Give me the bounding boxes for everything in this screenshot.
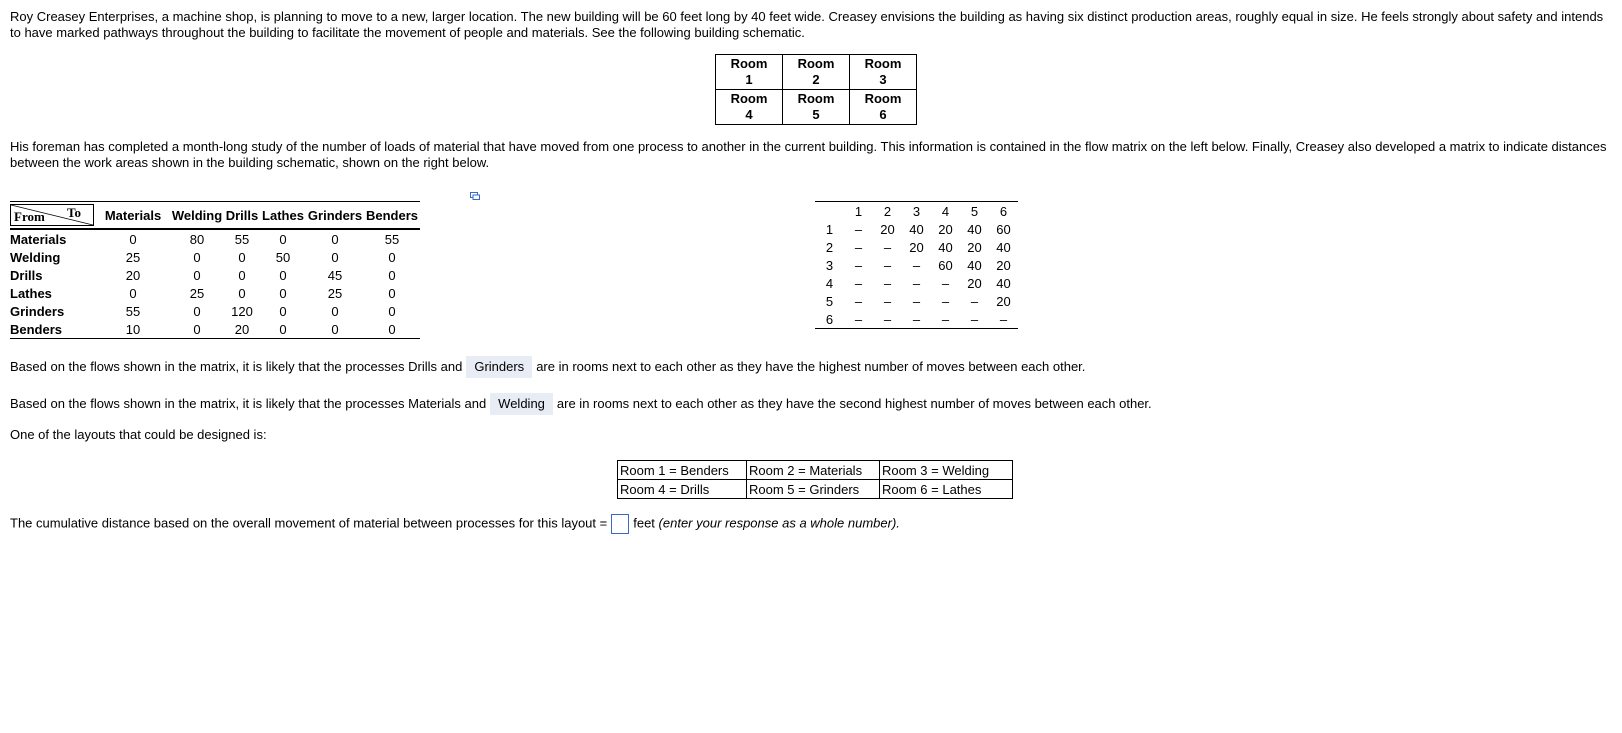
flow-cell: 0 — [331, 249, 339, 265]
dist-col-header: 2 — [883, 203, 892, 219]
room-1-cell: Room 1 — [716, 55, 783, 90]
dist-cell: – — [883, 239, 892, 255]
dist-cell: 20 — [996, 257, 1011, 273]
dist-cell: – — [912, 275, 921, 291]
dist-cell: – — [999, 311, 1008, 327]
dist-col-header: 4 — [941, 203, 950, 219]
flow-cell: 0 — [193, 267, 201, 283]
dist-row — [815, 310, 1018, 329]
flow-cell: 0 — [279, 285, 287, 301]
intro-paragraph: Roy Creasey Enterprises, a machine shop, is planning to move to a new, larger location. The new building will be 60 feet long by 40 feet wide. Creasey envisions the building as having six distinct production areas, roughly equal in size. He feels strongly about safety and intends to have marked pathways throughout the building to facilitate the movement of people and materials. See the following building schematic. — [10, 9, 1604, 40]
room-3-cell: Room 3 — [850, 55, 917, 90]
layout-row — [618, 480, 1013, 499]
q2-after: are in rooms next to each other as they have the second highest number of moves between each other. — [556, 396, 1152, 411]
dist-cell: 20 — [938, 221, 953, 237]
dist-col-header: 3 — [912, 203, 921, 219]
dist-col-header: 1 — [854, 203, 863, 219]
layout-cell: Room 1 = Benders — [618, 461, 747, 480]
room-5-cell: Room 5 — [783, 90, 850, 125]
dist-cell: – — [883, 311, 892, 327]
distance-matrix — [815, 201, 1018, 329]
layout-cell: Room 2 = Materials — [747, 461, 880, 480]
dist-cell: – — [941, 293, 950, 309]
dist-row-label: 4 — [825, 275, 834, 291]
q1-after: are in rooms next to each other as they have the highest number of moves between each other. — [536, 359, 1086, 374]
flow-matrix — [10, 201, 420, 339]
col-header: Grinders — [307, 207, 363, 223]
dist-cell: 40 — [996, 239, 1011, 255]
question-3 — [10, 514, 1610, 534]
flow-cell: 0 — [279, 267, 287, 283]
layout-table — [617, 460, 1013, 499]
dist-cell: – — [854, 239, 863, 255]
flow-row — [10, 266, 420, 284]
dist-cell: – — [854, 311, 863, 327]
flow-cell: 0 — [388, 249, 396, 265]
col-header: Lathes — [262, 207, 304, 223]
q1-before: Based on the flows shown in the matrix, it is likely that the processes Drills and — [10, 359, 463, 374]
q3-hint: (enter your response as a whole number). — [658, 515, 900, 531]
dist-row — [815, 256, 1018, 274]
dist-cell: 20 — [909, 239, 924, 255]
flow-cell: 80 — [189, 231, 205, 247]
q1-answer-dropdown[interactable]: Grinders — [466, 356, 532, 378]
dist-cell: 40 — [996, 275, 1011, 291]
building-schematic — [715, 54, 917, 125]
cumulative-distance-input[interactable] — [611, 514, 629, 534]
layout-cell: Room 6 = Lathes — [880, 480, 1013, 499]
dist-cell: 20 — [967, 275, 982, 291]
flow-cell: 0 — [388, 267, 396, 283]
flow-cell: 0 — [388, 321, 396, 337]
flow-cell: 10 — [125, 321, 141, 337]
dist-cell: 20 — [996, 293, 1011, 309]
dist-cell: 40 — [909, 221, 924, 237]
dist-row-label: 5 — [825, 293, 834, 309]
flow-row — [10, 320, 420, 339]
flow-cell: 55 — [234, 231, 250, 247]
flow-cell: 20 — [125, 267, 141, 283]
q3-before: The cumulative distance based on the overall movement of material between processes for this layout = — [10, 515, 608, 531]
dist-cell: – — [912, 311, 921, 327]
row-label: Grinders — [10, 303, 65, 319]
dist-row — [815, 274, 1018, 292]
dist-cell: – — [883, 293, 892, 309]
dist-row-label: 1 — [825, 221, 834, 237]
flow-row — [10, 284, 420, 302]
schematic-row — [716, 90, 917, 125]
dist-cell: – — [854, 257, 863, 273]
q2-answer-dropdown[interactable]: Welding — [490, 393, 553, 415]
dist-cell: – — [941, 275, 950, 291]
flow-cell: 0 — [129, 231, 137, 247]
dist-cell: – — [854, 293, 863, 309]
to-label: To — [67, 205, 81, 220]
row-label: Materials — [10, 231, 67, 247]
flow-cell: 0 — [193, 249, 201, 265]
col-header: Benders — [365, 207, 419, 223]
row-label: Benders — [10, 321, 63, 337]
dist-row-label: 3 — [825, 257, 834, 273]
row-label: Drills — [10, 267, 43, 283]
q2-before: Based on the flows shown in the matrix, it is likely that the processes Materials and — [10, 396, 487, 411]
dist-cell: 60 — [938, 257, 953, 273]
dist-row — [815, 292, 1018, 310]
dist-cell: 20 — [967, 239, 982, 255]
dist-cell: – — [912, 257, 921, 273]
flow-cell: 0 — [388, 285, 396, 301]
col-header: Welding — [171, 207, 223, 223]
dist-col-header: 6 — [999, 203, 1008, 219]
dist-cell: 60 — [996, 221, 1011, 237]
dist-row-label: 6 — [825, 311, 834, 327]
col-header: Materials — [104, 207, 162, 223]
layout-intro: One of the layouts that could be designed is: — [10, 427, 267, 442]
row-label: Lathes — [10, 285, 52, 301]
q3-unit: feet — [633, 515, 655, 531]
dist-cell: – — [883, 257, 892, 273]
flow-cell: 0 — [279, 321, 287, 337]
dist-col-header: 5 — [970, 203, 979, 219]
dist-cell: – — [912, 293, 921, 309]
flow-cell: 20 — [234, 321, 250, 337]
layout-cell: Room 4 = Drills — [618, 480, 747, 499]
flow-cell: 0 — [193, 303, 201, 319]
flow-row — [10, 302, 420, 320]
flow-cell: 50 — [275, 249, 291, 265]
flow-row — [10, 229, 420, 248]
question-1 — [10, 356, 1610, 378]
dist-cell: – — [883, 275, 892, 291]
question-2 — [10, 393, 1610, 415]
popout-icon[interactable] — [470, 188, 480, 196]
flow-cell: 0 — [279, 231, 287, 247]
flow-cell: 0 — [331, 303, 339, 319]
dist-cell: 40 — [967, 221, 982, 237]
col-header: Drills — [225, 207, 259, 223]
dist-cell: – — [970, 311, 979, 327]
schematic-row — [716, 55, 917, 90]
room-2-cell: Room 2 — [783, 55, 850, 90]
from-to-corner — [10, 202, 96, 230]
flow-row — [10, 248, 420, 266]
flow-cell: 0 — [331, 231, 339, 247]
foreman-paragraph: His foreman has completed a month-long study of the number of loads of material that have moved from one process to another in the current building. This information is contained in the flow matrix on the left below. Finally, Creasey also developed a matrix to indicate distances between the work areas shown in the building schematic, shown on the right below. — [10, 139, 1607, 170]
room-6-cell: Room 6 — [850, 90, 917, 125]
dist-cell: 40 — [967, 257, 982, 273]
flow-cell: 0 — [238, 249, 246, 265]
layout-cell: Room 3 = Welding — [880, 461, 1013, 480]
flow-cell: 25 — [327, 285, 343, 301]
flow-cell: 0 — [238, 267, 246, 283]
flow-cell: 0 — [388, 303, 396, 319]
layout-cell: Room 5 = Grinders — [747, 480, 880, 499]
dist-cell: – — [941, 311, 950, 327]
flow-cell: 0 — [129, 285, 137, 301]
room-4-cell: Room 4 — [716, 90, 783, 125]
layout-row — [618, 461, 1013, 480]
flow-header-row — [10, 202, 420, 230]
dist-header-row — [815, 202, 1018, 221]
flow-cell: 25 — [125, 249, 141, 265]
flow-cell: 55 — [384, 231, 400, 247]
dist-row — [815, 220, 1018, 238]
flow-cell: 55 — [125, 303, 141, 319]
flow-cell: 0 — [193, 321, 201, 337]
dist-cell: 40 — [938, 239, 953, 255]
dist-row — [815, 238, 1018, 256]
flow-cell: 120 — [231, 303, 253, 319]
flow-cell: 25 — [189, 285, 205, 301]
flow-cell: 0 — [279, 303, 287, 319]
dist-row-label: 2 — [825, 239, 834, 255]
dist-cell: – — [854, 275, 863, 291]
dist-cell: – — [854, 221, 863, 237]
flow-cell: 45 — [327, 267, 343, 283]
row-label: Welding — [10, 249, 61, 265]
dist-cell: – — [970, 293, 979, 309]
flow-cell: 0 — [331, 321, 339, 337]
dist-corner — [815, 202, 844, 221]
flow-cell: 0 — [238, 285, 246, 301]
dist-cell: 20 — [880, 221, 895, 237]
from-label: From — [14, 209, 45, 224]
